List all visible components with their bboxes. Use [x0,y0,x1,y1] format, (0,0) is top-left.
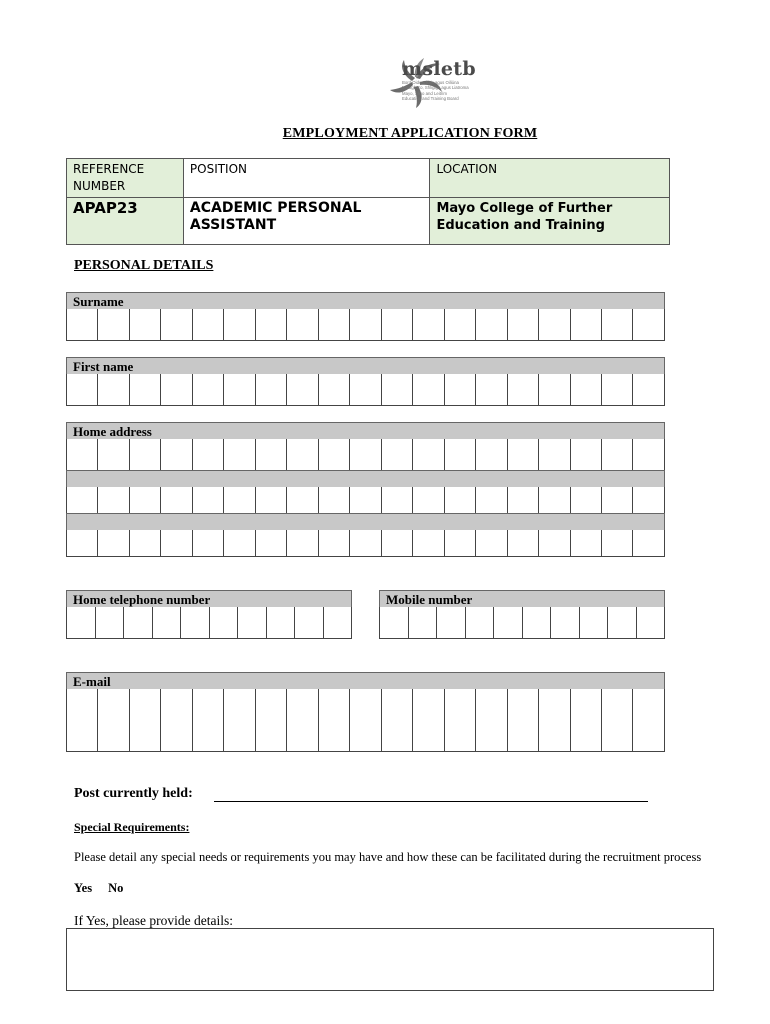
character-box[interactable] [98,439,129,471]
character-box[interactable] [98,530,129,557]
character-box[interactable] [380,607,409,639]
character-box[interactable] [319,309,350,341]
character-box[interactable] [295,607,324,639]
address-separator [66,513,665,531]
character-box[interactable] [382,689,413,721]
character-box[interactable] [67,487,98,514]
character-box[interactable] [67,309,98,341]
personal-details-heading: PERSONAL DETAILS [74,258,214,273]
character-box[interactable] [256,374,287,406]
logo-name: msletb [402,58,476,80]
email-label: E-mail [66,672,665,690]
character-box[interactable] [602,487,633,514]
character-box[interactable] [224,309,255,341]
character-box[interactable] [602,530,633,557]
character-box[interactable] [539,374,570,406]
position-value: ACADEMIC PERSONAL ASSISTANT [183,198,430,245]
location-value: Mayo College of Further Education and Training [430,198,670,245]
special-requirements-heading: Special Requirements: [74,820,190,834]
character-box[interactable] [161,720,192,752]
character-box[interactable] [256,309,287,341]
mobile-label: Mobile number [379,590,665,608]
character-box[interactable] [445,309,476,341]
character-box[interactable] [602,309,633,341]
character-box[interactable] [224,720,255,752]
character-box[interactable] [350,487,381,514]
character-box[interactable] [633,720,664,752]
character-box[interactable] [382,309,413,341]
character-box[interactable] [382,439,413,471]
character-box[interactable] [508,487,539,514]
character-box[interactable] [67,374,98,406]
character-box[interactable] [287,487,318,514]
character-box[interactable] [445,530,476,557]
reference-number-value: APAP23 [67,198,184,245]
character-box[interactable] [413,689,444,721]
home-address-label: Home address [66,422,665,440]
character-box[interactable] [161,487,192,514]
character-box[interactable] [193,439,224,471]
surname-input[interactable] [66,309,665,341]
character-box[interactable] [350,530,381,557]
first-name-label: First name [66,357,665,375]
character-box[interactable] [437,607,466,639]
character-box[interactable] [193,487,224,514]
character-box[interactable] [193,374,224,406]
character-box[interactable] [98,689,129,721]
mobile-input[interactable] [379,607,665,639]
character-box[interactable] [382,374,413,406]
character-box[interactable] [181,607,210,639]
character-box[interactable] [413,487,444,514]
surname-label: Surname [66,292,665,310]
character-box[interactable] [224,689,255,721]
character-box[interactable] [508,530,539,557]
character-box[interactable] [210,607,239,639]
character-box[interactable] [130,487,161,514]
character-box[interactable] [539,309,570,341]
post-currently-held-label: Post currently held: [74,786,193,801]
character-box[interactable] [476,309,507,341]
character-box[interactable] [633,439,664,471]
character-box[interactable] [324,607,353,639]
home-address-line-1[interactable] [66,439,665,471]
character-box[interactable] [256,689,287,721]
character-box[interactable] [193,720,224,752]
character-box[interactable] [602,374,633,406]
reference-table [66,158,670,245]
details-textarea[interactable] [66,928,714,991]
character-box[interactable] [130,530,161,557]
home-telephone-label: Home telephone number [66,590,352,608]
character-box[interactable] [130,374,161,406]
character-box[interactable] [602,689,633,721]
character-box[interactable] [409,607,438,639]
first-name-input[interactable] [66,374,665,406]
character-box[interactable] [445,374,476,406]
character-box[interactable] [413,720,444,752]
character-box[interactable] [608,607,637,639]
character-box[interactable] [153,607,182,639]
character-box[interactable] [130,689,161,721]
character-box[interactable] [571,374,602,406]
character-box[interactable] [508,309,539,341]
character-box[interactable] [287,689,318,721]
no-option[interactable]: No [108,881,124,895]
character-box[interactable] [494,607,523,639]
character-box[interactable] [193,309,224,341]
character-box[interactable] [523,607,552,639]
character-box[interactable] [633,487,664,514]
character-box[interactable] [224,530,255,557]
character-box[interactable] [67,720,98,752]
character-box[interactable] [98,309,129,341]
address-separator [66,470,665,488]
character-box[interactable] [571,530,602,557]
character-box[interactable] [571,689,602,721]
character-box[interactable] [161,439,192,471]
character-box[interactable] [319,439,350,471]
character-box[interactable] [476,487,507,514]
character-box[interactable] [413,530,444,557]
character-box[interactable] [67,607,96,639]
character-box[interactable] [224,439,255,471]
yes-option[interactable]: Yes [74,881,93,895]
character-box[interactable] [319,374,350,406]
character-box[interactable] [287,720,318,752]
character-box[interactable] [98,487,129,514]
character-box[interactable] [267,607,296,639]
character-box[interactable] [382,487,413,514]
character-box[interactable] [476,720,507,752]
position-header: POSITION [183,159,430,198]
character-box[interactable] [413,439,444,471]
character-box[interactable] [124,607,153,639]
character-box[interactable] [319,530,350,557]
character-box[interactable] [238,607,267,639]
character-box[interactable] [130,720,161,752]
character-box[interactable] [508,374,539,406]
character-box[interactable] [98,374,129,406]
character-box[interactable] [633,309,664,341]
character-box[interactable] [413,309,444,341]
character-box[interactable] [287,374,318,406]
character-box[interactable] [256,720,287,752]
character-box[interactable] [571,720,602,752]
character-box[interactable] [350,374,381,406]
character-box[interactable] [445,439,476,471]
form-title: EMPLOYMENT APPLICATION FORM [282,126,538,141]
character-box[interactable] [256,439,287,471]
character-box[interactable] [193,689,224,721]
yes-no-options [74,881,139,896]
character-box[interactable] [508,689,539,721]
character-box[interactable] [539,487,570,514]
character-box[interactable] [445,487,476,514]
character-box[interactable] [67,530,98,557]
home-address-line-3[interactable] [66,530,665,557]
character-box[interactable] [287,439,318,471]
character-box[interactable] [508,439,539,471]
character-box[interactable] [98,720,129,752]
character-box[interactable] [602,439,633,471]
character-box[interactable] [350,439,381,471]
email-input-line-1[interactable] [66,689,665,721]
character-box[interactable] [633,689,664,721]
character-box[interactable] [193,530,224,557]
character-box[interactable] [551,607,580,639]
character-box[interactable] [466,607,495,639]
character-box[interactable] [413,374,444,406]
character-box[interactable] [161,530,192,557]
character-box[interactable] [476,374,507,406]
character-box[interactable] [319,487,350,514]
post-currently-held-input[interactable] [214,801,648,802]
reference-number-header: REFERENCE NUMBER [67,159,184,198]
character-box[interactable] [580,607,609,639]
character-box[interactable] [287,309,318,341]
email-input-line-2[interactable] [66,720,665,752]
character-box[interactable] [633,374,664,406]
character-box[interactable] [539,530,570,557]
character-box[interactable] [350,689,381,721]
character-box[interactable] [319,720,350,752]
character-box[interactable] [539,720,570,752]
character-box[interactable] [96,607,125,639]
character-box[interactable] [161,309,192,341]
character-box[interactable] [445,720,476,752]
character-box[interactable] [319,689,350,721]
character-box[interactable] [67,439,98,471]
character-box[interactable] [350,309,381,341]
character-box[interactable] [571,309,602,341]
character-box[interactable] [382,530,413,557]
character-box[interactable] [256,530,287,557]
logo-tagline: Bord Oideachais agus Oiliúna Mhaigh Eo, Shligigh agus Liatroma Mayo, Sligo and Leitrim Education and Training Board [402,80,469,102]
character-box[interactable] [571,487,602,514]
character-box[interactable] [350,720,381,752]
character-box[interactable] [508,720,539,752]
home-telephone-input[interactable] [66,607,352,639]
character-box[interactable] [224,487,255,514]
character-box[interactable] [161,374,192,406]
character-box[interactable] [287,530,318,557]
character-box[interactable] [224,374,255,406]
character-box[interactable] [130,439,161,471]
character-box[interactable] [633,530,664,557]
location-header: LOCATION [430,159,670,198]
character-box[interactable] [539,689,570,721]
home-address-line-2[interactable] [66,487,665,514]
character-box[interactable] [445,689,476,721]
character-box[interactable] [256,487,287,514]
character-box[interactable] [476,439,507,471]
special-requirements-text: Please detail any special needs or requirements you may have and how these can be facilitated during the recruitment process [74,850,702,864]
character-box[interactable] [67,689,98,721]
character-box[interactable] [476,689,507,721]
character-box[interactable] [161,689,192,721]
character-box[interactable] [382,720,413,752]
character-box[interactable] [637,607,666,639]
character-box[interactable] [539,439,570,471]
character-box[interactable] [476,530,507,557]
character-box[interactable] [571,439,602,471]
character-box[interactable] [602,720,633,752]
details-label: If Yes, please provide details: [74,913,233,928]
character-box[interactable] [130,309,161,341]
